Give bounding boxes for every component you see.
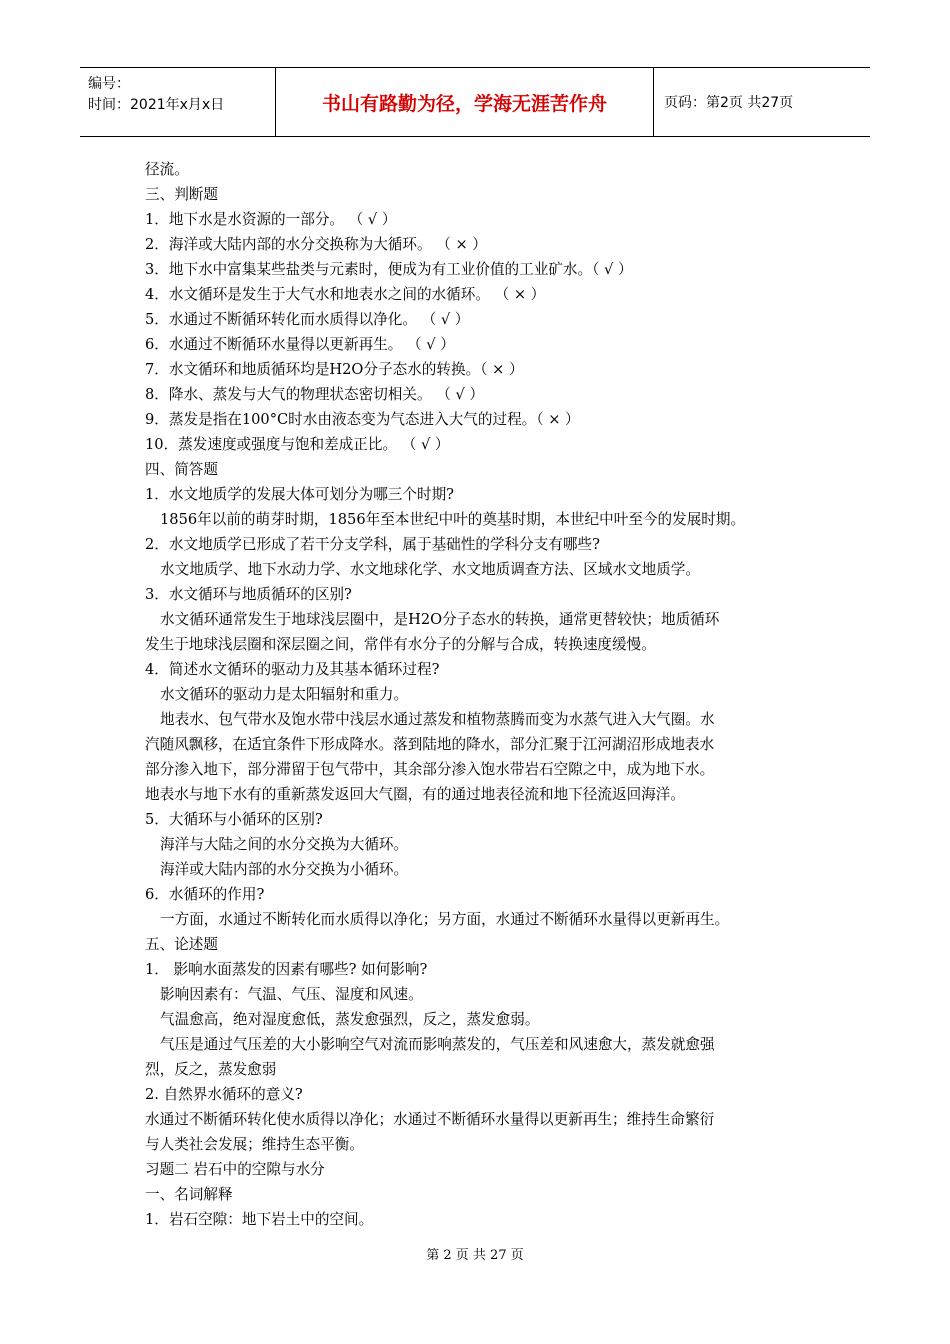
text-line: 9．蒸发是指在100°C时水由液态变为气态进入大气的过程。（ × ）: [145, 411, 580, 428]
text-line: 5．水通过不断循环转化而水质得以净化。 （ √ ）: [145, 311, 470, 328]
text-line: 2．水文地质学已形成了若干分支学科，属于基础性的学科分支有哪些?: [145, 536, 600, 553]
text-line: 地表水与地下水有的重新蒸发返回大气圈，有的通过地表径流和地下径流返回海洋。: [145, 786, 685, 803]
header-page-info: 页码：第2页 共27页: [664, 95, 794, 111]
text-line: 2. 自然界水循环的意义?: [145, 1086, 303, 1103]
text-line: 1．地下水是水资源的一部分。 （ √ ）: [145, 211, 397, 228]
text-line: 地表水、包气带水及饱水带中浅层水通过蒸发和植物蒸腾而变为水蒸气进入大气圈。水: [160, 711, 715, 728]
text-line: 一、名词解释: [145, 1186, 233, 1203]
text-line: 部分渗入地下，部分滞留于包气带中，其余部分渗入饱水带岩石空隙之中，成为地下水。: [145, 761, 715, 778]
text-line: 10．蒸发速度或强度与饱和差成正比。 （ √ ）: [145, 436, 450, 453]
text-line: 影响因素有：气温、气压、湿度和风速。: [160, 986, 423, 1003]
text-line: 发生于地球浅层圈和深层圈之间，常伴有水分子的分解与合成，转换速度缓慢。: [145, 636, 656, 653]
text-line: 1．水文地质学的发展大体可划分为哪三个时期?: [145, 486, 454, 503]
text-line: 三、判断题: [145, 186, 218, 203]
text-line: 汽随风飘移，在适宜条件下形成降水。落到陆地的降水，部分汇聚于江河湖沼形成地表水: [145, 736, 715, 753]
text-line: 5．大循环与小循环的区别?: [145, 811, 323, 828]
text-line: 3．地下水中富集某些盐类与元素时，便成为有工业价值的工业矿水。（ √ ）: [145, 261, 633, 278]
text-line: 6．水通过不断循环水量得以更新再生。 （ √ ）: [145, 336, 455, 353]
text-line: 五、论述题: [145, 936, 218, 953]
text-line: 烈，反之，蒸发愈弱: [145, 1061, 277, 1078]
text-line: 4．水文循环是发生于大气水和地表水之间的水循环。 （ × ）: [145, 286, 546, 303]
page-footer: 第 2 页 共 27 页: [426, 1248, 524, 1263]
text-line: 径流。: [145, 161, 189, 178]
page-header: [80, 67, 870, 137]
text-line: 海洋或大陆内部的水分交换为小循环。: [160, 861, 409, 878]
text-line: 水文循环通常发生于地球浅层圈中，是H2O分子态水的转换，通常更替较快；地质循环: [160, 611, 720, 628]
text-line: 水文循环的驱动力是太阳辐射和重力。: [160, 686, 409, 703]
text-line: 海洋与大陆之间的水分交换为大循环。: [160, 836, 409, 853]
text-line: 与人类社会发展；维持生态平衡。: [145, 1136, 364, 1153]
text-line: 习题二 岩石中的空隙与水分: [145, 1161, 325, 1178]
text-line: 1． 影响水面蒸发的因素有哪些? 如何影响?: [145, 961, 428, 978]
text-line: 1856年以前的萌芽时期，1856年至本世纪中叶的奠基时期，本世纪中叶至今的发展时期。: [160, 511, 746, 528]
document-body: [145, 157, 825, 1232]
text-line: 水通过不断循环转化使水质得以净化；水通过不断循环水量得以更新再生；维持生命繁衍: [145, 1111, 715, 1128]
text-line: 8．降水、蒸发与大气的物理状态密切相关。 （ √ ）: [145, 386, 484, 403]
number-label: 编号：: [88, 76, 130, 92]
header-meta: [80, 68, 276, 136]
text-line: 2．海洋或大陆内部的水分交换称为大循环。 （ × ）: [145, 236, 487, 253]
text-line: 气温愈高，绝对湿度愈低，蒸发愈强烈，反之，蒸发愈弱。: [160, 1011, 540, 1028]
text-line: 6．水循环的作用?: [145, 886, 265, 903]
text-line: 四、简答题: [145, 461, 218, 478]
text-line: 气压是通过气压差的大小影响空气对流而影响蒸发的，气压差和风速愈大，蒸发就愈强: [160, 1036, 715, 1053]
header-motto: 书山有路勤为径，学海无涯苦作舟: [276, 68, 654, 136]
text-line: 水文地质学、地下水动力学、水文地球化学、水文地质调查方法、区域水文地质学。: [160, 561, 700, 578]
time-label: 时间：2021年x月x日: [88, 97, 225, 113]
text-line: 1．岩石空隙：地下岩土中的空间。: [145, 1211, 374, 1228]
text-line: 4．简述水文循环的驱动力及其基本循环过程?: [145, 661, 440, 678]
text-line: 3．水文循环与地质循环的区别?: [145, 586, 352, 603]
text-line: 一方面，水通过不断转化而水质得以净化；另方面，水通过不断循环水量得以更新再生。: [160, 911, 730, 928]
text-line: 7．水文循环和地质循环均是H2O分子态水的转换。（ × ）: [145, 361, 524, 378]
